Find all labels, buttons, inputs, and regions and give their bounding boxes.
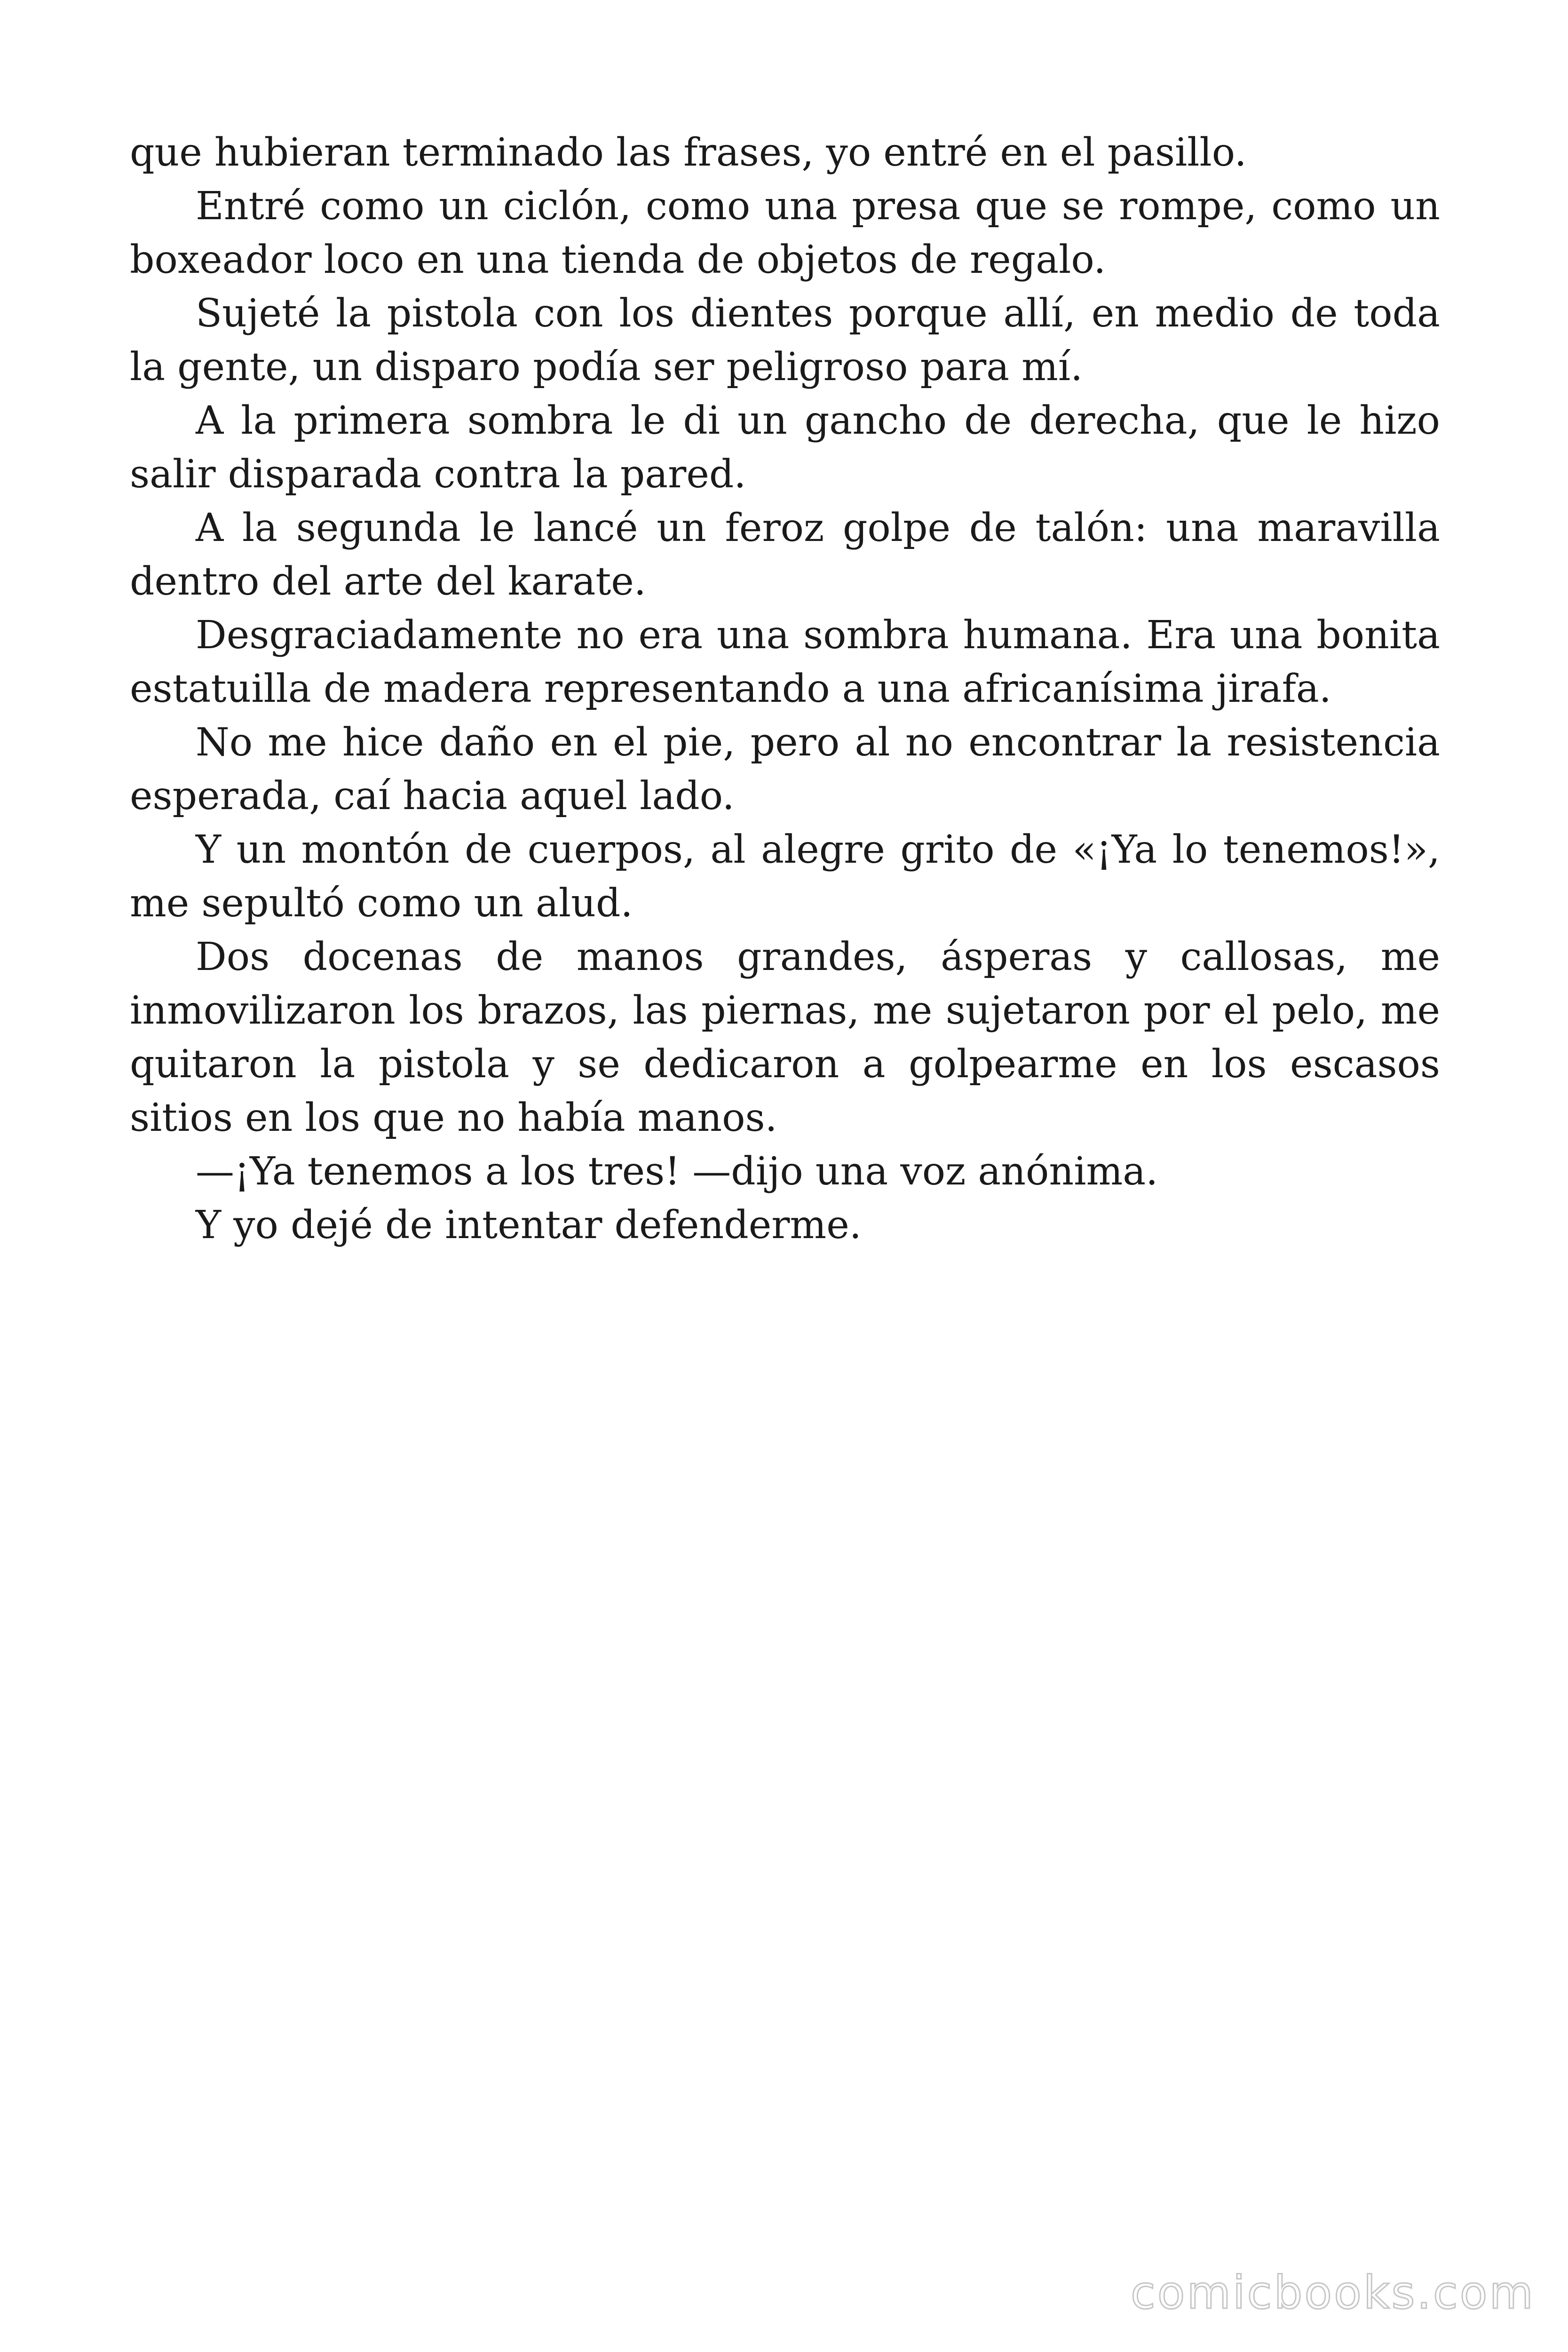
paragraph-5: A la segunda le lancé un feroz golpe de talón: una maravilla dentro del arte del karate. — [130, 506, 1440, 604]
paragraph-1: que hubieran terminado las frases, yo entré en el pasillo. — [130, 130, 1247, 175]
paragraph-3: Sujeté la pistola con los dientes porque allí, en medio de toda la gente, un disparo podía ser peligroso para mí. — [130, 291, 1440, 389]
paragraph-8: Y un montón de cuerpos, al alegre grito de «¡Ya lo tenemos!», me sepultó como un alud. — [130, 827, 1440, 926]
paragraph-9: Dos docenas de manos grandes, ásperas y callosas, me inmovilizaron los brazos, las piernas, me sujetaron por el pelo, me quitaron la pistola y se dedicaron a golpearme en los escasos sitios en los que no había manos. — [130, 935, 1440, 1140]
page-body — [130, 126, 1440, 1252]
paragraph-10: —¡Ya tenemos a los tres! —dijo una voz anónima. — [196, 1149, 1158, 1194]
paragraph-4: A la primera sombra le di un gancho de derecha, que le hizo salir disparada contra la pared. — [130, 398, 1440, 497]
paragraph-11: Y yo dejé de intentar defenderme. — [196, 1203, 862, 1248]
paragraph-7: No me hice daño en el pie, pero al no encontrar la resistencia esperada, caí hacia aquel lado. — [130, 720, 1440, 818]
paragraph-2: Entré como un ciclón, como una presa que se rompe, como un boxeador loco en una tienda de objetos de regalo. — [130, 184, 1440, 282]
paragraph-6: Desgraciadamente no era una sombra humana. Era una bonita estatuilla de madera representando a una africanísima jirafa. — [130, 613, 1440, 711]
watermark: comicbooks.com — [1130, 2266, 1535, 2319]
